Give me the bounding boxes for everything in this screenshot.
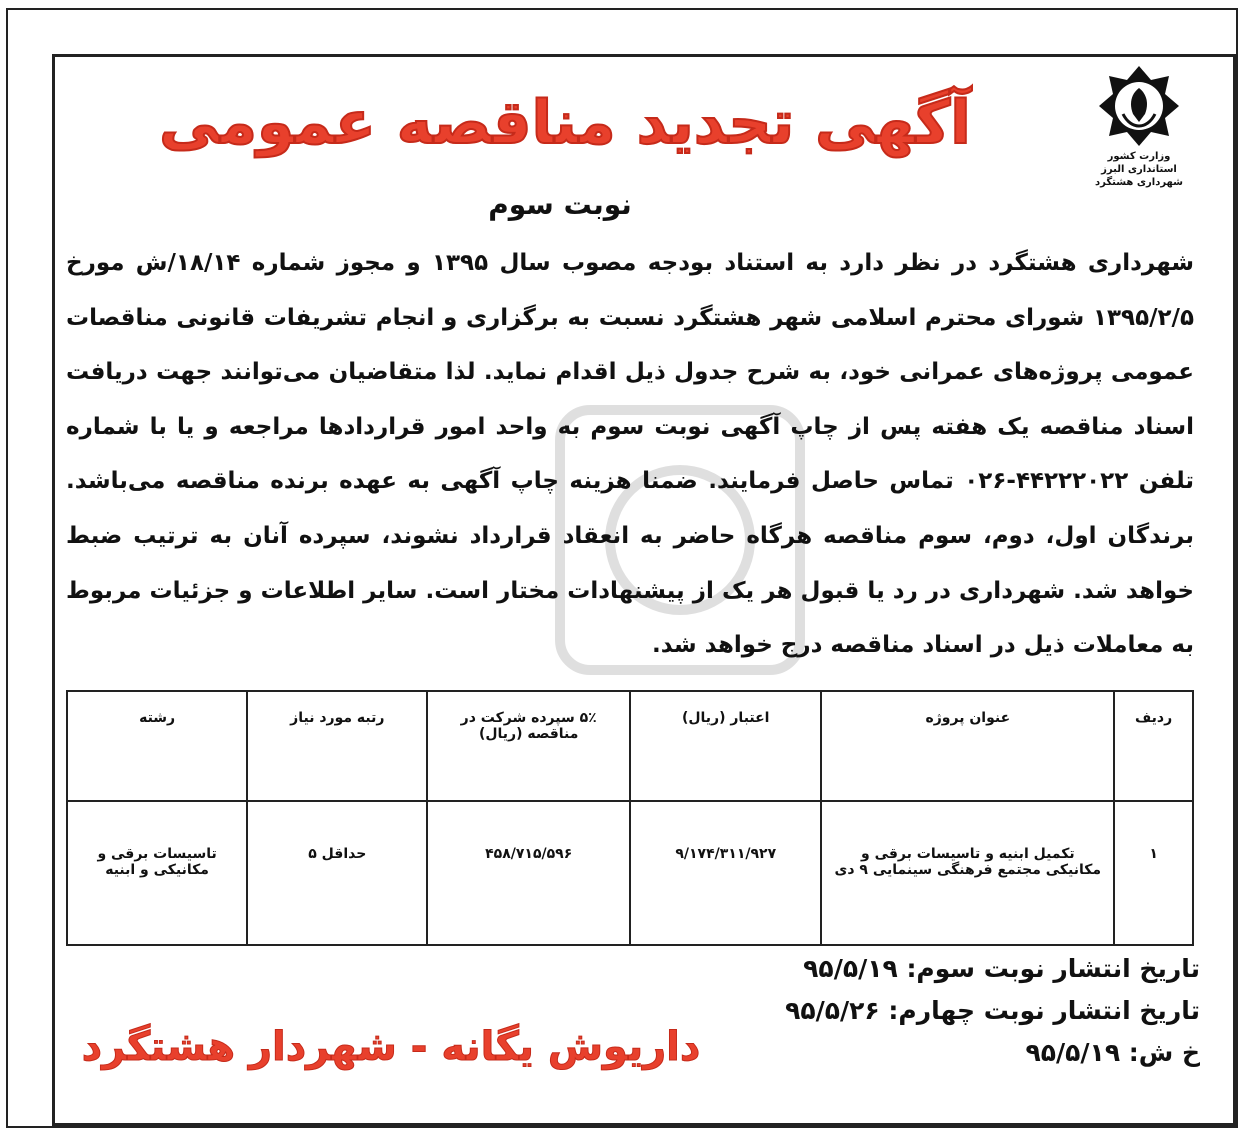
municipality-logo <box>1074 64 1204 189</box>
logo-line: شهرداری هشتگرد <box>1095 177 1183 188</box>
table-cell: تکمیل ابنیه و تاسیسات برقی و مکانیکی مجتمع فرهنگی سینمایی ۹ دی <box>821 801 1114 945</box>
table-cell: تاسیسات برقی و مکانیکی و ابنیه <box>67 801 247 945</box>
table-header-cell: ردیف <box>1114 691 1193 801</box>
notice-body-paragraph: شهرداری هشتگرد در نظر دارد به استناد بودجه مصوب سال ۱۳۹۵ و مجوز شماره ۱۸/۱۴/ش مورخ ۱۳۹۵/۲/۵ شورای محترم اسلامی شهر هشتگرد نسبت به برگزاری و انجام تشریفات قانونی مناقصات عمومی پروژه‌های عمرانی خود، به شرح جدول ذیل اقدام نماید. لذا متقاضیان می‌توانند جهت دریافت اسناد مناقصه یک هفته پس از چاپ آگهی نوبت سوم به واحد امور قراردادها مراجعه و یا با شماره تلفن ۴۴۲۲۲۰۲۲-۰۲۶ تماس حاصل فرمایند. ضمنا هزینه چاپ آگهی به عهده برنده مناقصه می‌باشد. برندگان اول، دوم، سوم مناقصه هرگاه حاضر به انعقاد قرارداد نشوند، سپرده آنان به ترتیب ضبط خواهد شد. شهرداری در رد یا قبول هر یک از پیشنهادات مختار است. سایر اطلاعات و جزئیات مربوط به معاملات ذیل در اسناد مناقصه درج خواهد شد. <box>66 250 1195 659</box>
logo-line: استانداری البرز <box>1101 164 1177 175</box>
table-header-cell: اعتبار (ریال) <box>630 691 821 801</box>
notice-title: آگهی تجدید مناقصه عمومی <box>159 88 971 158</box>
table-header-cell: عنوان پروژه <box>821 691 1114 801</box>
table-row <box>67 801 1193 945</box>
table-header-cell: رتبه مورد نیاز <box>247 691 427 801</box>
third-publication-date: تاریخ انتشار نوبت سوم: ۹۵/۵/۱۹ <box>803 954 1200 983</box>
table-header-cell: ۵٪ سپرده شرکت در مناقصه (ریال) <box>427 691 630 801</box>
table-cell: حداقل ۵ <box>247 801 427 945</box>
mayor-signature: داریوش یگانه - شهردار هشتگرد <box>81 1024 701 1070</box>
table-cell: ۱ <box>1114 801 1193 945</box>
fourth-publication-date: تاریخ انتشار نوبت چهارم: ۹۵/۵/۲۶ <box>785 996 1200 1025</box>
table-cell: ۹/۱۷۴/۳۱۱/۹۲۷ <box>630 801 821 945</box>
table-header-cell: رشته <box>67 691 247 801</box>
municipality-emblem-icon <box>1097 64 1181 148</box>
table-header-row <box>67 691 1193 801</box>
table-cell: ۴۵۸/۷۱۵/۵۹۶ <box>427 801 630 945</box>
publication-dates <box>760 948 1200 1074</box>
tender-table <box>66 690 1194 946</box>
publication-code: خ ش: ۹۵/۵/۱۹ <box>1025 1038 1200 1067</box>
logo-line: وزارت کشور <box>1107 151 1171 162</box>
notice-subtitle: نوبت سوم <box>488 188 632 221</box>
